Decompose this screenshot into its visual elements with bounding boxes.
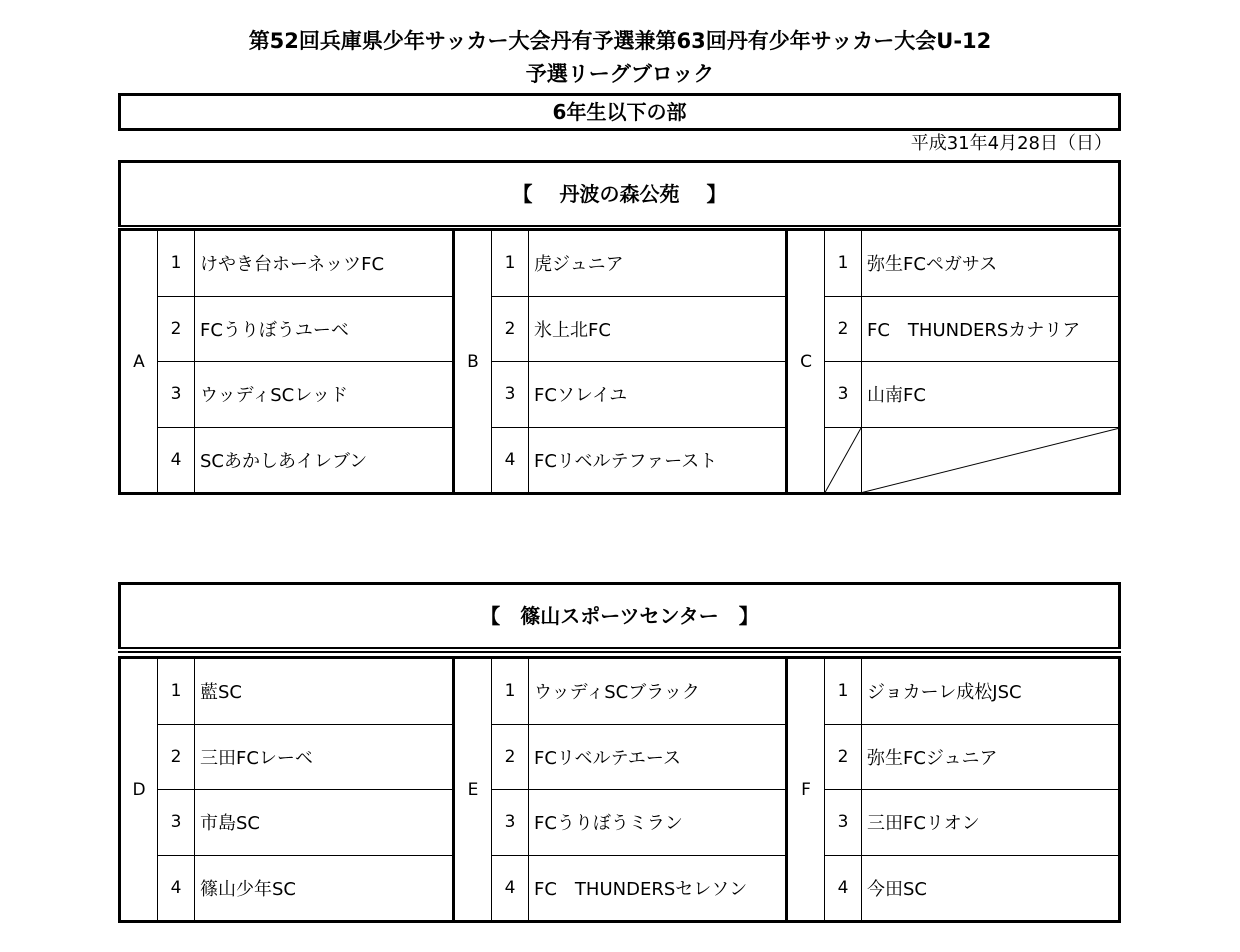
team-name: 今田SC — [867, 878, 927, 900]
group-label: C — [788, 231, 825, 492]
team-row — [825, 231, 1118, 297]
team-number: 1 — [158, 231, 195, 296]
team-number: 2 — [492, 725, 529, 790]
empty-slot-row — [825, 428, 1118, 493]
team-row — [825, 725, 1118, 791]
team-name: 虎ジュニア — [534, 254, 624, 276]
team-number: 4 — [158, 856, 195, 921]
tournament-subtitle: 予選リーグブロック — [525, 62, 715, 86]
team-name: FC THUNDERSカナリア — [867, 319, 1081, 341]
team-number: 3 — [158, 790, 195, 855]
team-number: 1 — [825, 659, 862, 724]
team-row — [158, 790, 452, 856]
team-row — [825, 362, 1118, 428]
team-number: 3 — [825, 790, 862, 855]
team-name: FCソレイユ — [534, 385, 628, 407]
team-number: 1 — [825, 231, 862, 296]
group-label: A — [121, 231, 158, 492]
team-row — [158, 659, 452, 725]
team-number: 2 — [158, 725, 195, 790]
team-number: 4 — [158, 428, 195, 493]
team-name: 藍SC — [200, 682, 242, 704]
team-name: 山南FC — [867, 385, 926, 407]
group-block-b — [452, 231, 785, 492]
team-name: 三田FCリオン — [867, 813, 980, 835]
group-label: D — [121, 659, 158, 920]
team-name — [862, 428, 1118, 493]
team-name: 篠山少年SC — [200, 878, 296, 900]
venue-header-1: 【 丹波の森公苑 】 — [118, 160, 1121, 225]
venue-1-groups — [118, 228, 1121, 495]
team-name: 弥生FCペガサス — [867, 254, 998, 276]
team-row — [825, 790, 1118, 856]
group-block-f — [785, 659, 1118, 920]
team-number: 3 — [825, 362, 862, 427]
team-number: 2 — [825, 297, 862, 362]
team-row — [492, 856, 785, 921]
event-date: 平成31年4月28日（日） — [910, 133, 1112, 154]
team-number: 1 — [492, 231, 529, 296]
team-name: 弥生FCジュニア — [867, 747, 998, 769]
group-label: B — [455, 231, 492, 492]
team-row — [492, 362, 785, 428]
division-label: 6年生以下の部 — [118, 93, 1121, 131]
empty-slot-diagonal — [825, 428, 861, 493]
team-row — [825, 659, 1118, 725]
team-row — [492, 297, 785, 363]
team-number: 2 — [825, 725, 862, 790]
team-name: SCあかしあイレブン — [200, 450, 368, 472]
tournament-title: 第52回兵庫県少年サッカー大会丹有予選兼第63回丹有少年サッカー大会U-12 — [248, 29, 992, 53]
group-block-d — [121, 659, 452, 920]
team-name: 氷上北FC — [534, 319, 611, 341]
team-row — [158, 231, 452, 297]
group-label: E — [455, 659, 492, 920]
team-row — [158, 856, 452, 921]
team-row — [158, 725, 452, 791]
group-block-e — [452, 659, 785, 920]
venue-header-2: 【 篠山スポーツセンター 】 — [118, 582, 1121, 647]
team-number: 4 — [492, 856, 529, 921]
team-row — [825, 297, 1118, 363]
team-row — [492, 428, 785, 493]
team-name: ウッディSCレッド — [200, 385, 349, 407]
group-block-a — [121, 231, 452, 492]
team-number: 1 — [158, 659, 195, 724]
team-row — [158, 428, 452, 493]
team-number: 2 — [158, 297, 195, 362]
team-name: FC THUNDERSセレソン — [534, 878, 748, 900]
team-row — [492, 659, 785, 725]
team-number: 3 — [158, 362, 195, 427]
team-row — [158, 297, 452, 363]
team-name: ウッディSCブラック — [534, 682, 700, 704]
team-number: 1 — [492, 659, 529, 724]
team-row — [492, 725, 785, 791]
team-number: 3 — [492, 790, 529, 855]
team-number: 4 — [492, 428, 529, 493]
group-label: F — [788, 659, 825, 920]
team-name: けやき台ホーネッツFC — [200, 254, 385, 276]
team-name: FCリベルテファースト — [534, 450, 718, 472]
team-number: 4 — [825, 856, 862, 921]
team-row — [492, 790, 785, 856]
team-name: 三田FCレーベ — [200, 747, 313, 769]
team-name: 市島SC — [200, 813, 260, 835]
team-name: FCうりぼうミラン — [534, 813, 683, 835]
team-row — [825, 856, 1118, 921]
team-number — [825, 428, 862, 493]
team-number: 2 — [492, 297, 529, 362]
team-row — [492, 231, 785, 297]
team-row — [158, 362, 452, 428]
team-name: FCリベルテエース — [534, 747, 681, 769]
team-number: 3 — [492, 362, 529, 427]
team-name: ジョカーレ成松JSC — [867, 682, 1022, 704]
venue-2-groups — [118, 656, 1121, 923]
team-name: FCうりぼうユーベ — [200, 319, 349, 341]
group-block-c — [785, 231, 1118, 492]
